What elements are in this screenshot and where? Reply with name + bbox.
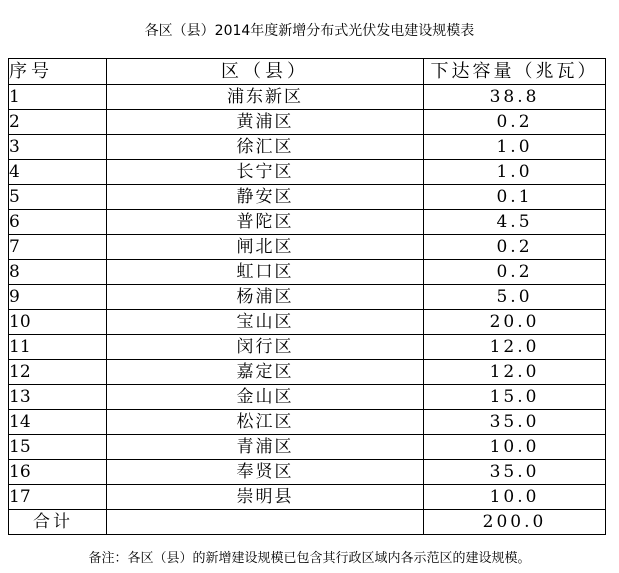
row-index: 2 bbox=[9, 110, 107, 135]
row-district: 奉贤区 bbox=[107, 460, 424, 485]
row-index: 16 bbox=[9, 460, 107, 485]
row-index: 17 bbox=[9, 485, 107, 510]
row-district: 松江区 bbox=[107, 410, 424, 435]
row-index: 3 bbox=[9, 135, 107, 160]
row-capacity: 10.0 bbox=[424, 485, 606, 510]
table-row bbox=[9, 160, 606, 185]
table-row bbox=[9, 285, 606, 310]
table-row bbox=[9, 210, 606, 235]
total-capacity: 200.0 bbox=[424, 510, 606, 535]
row-district: 金山区 bbox=[107, 385, 424, 410]
table-header-row bbox=[9, 59, 606, 85]
table-row bbox=[9, 135, 606, 160]
table-row bbox=[9, 385, 606, 410]
row-index: 10 bbox=[9, 310, 107, 335]
row-index: 12 bbox=[9, 360, 107, 385]
page-title: 各区（县）2014年度新增分布式光伏发电建设规模表 bbox=[144, 23, 475, 39]
row-index: 8 bbox=[9, 260, 107, 285]
table-row bbox=[9, 410, 606, 435]
table-row bbox=[9, 110, 606, 135]
row-index: 5 bbox=[9, 185, 107, 210]
row-district: 青浦区 bbox=[107, 435, 424, 460]
row-capacity: 12.0 bbox=[424, 335, 606, 360]
total-district bbox=[107, 510, 424, 535]
row-district: 杨浦区 bbox=[107, 285, 424, 310]
row-capacity: 0.2 bbox=[424, 110, 606, 135]
row-district: 黄浦区 bbox=[107, 110, 424, 135]
row-index: 9 bbox=[9, 285, 107, 310]
total-label: 合计 bbox=[9, 510, 107, 535]
row-capacity: 10.0 bbox=[424, 435, 606, 460]
row-capacity: 20.0 bbox=[424, 310, 606, 335]
table-row bbox=[9, 260, 606, 285]
row-index: 4 bbox=[9, 160, 107, 185]
row-district: 长宁区 bbox=[107, 160, 424, 185]
row-index: 14 bbox=[9, 410, 107, 435]
table-row bbox=[9, 310, 606, 335]
table-row bbox=[9, 335, 606, 360]
row-capacity: 0.1 bbox=[424, 185, 606, 210]
row-district: 嘉定区 bbox=[107, 360, 424, 385]
header-capacity: 下达容量（兆瓦） bbox=[424, 59, 606, 85]
table-row bbox=[9, 485, 606, 510]
row-district: 闵行区 bbox=[107, 335, 424, 360]
row-capacity: 1.0 bbox=[424, 160, 606, 185]
row-index: 7 bbox=[9, 235, 107, 260]
row-capacity: 35.0 bbox=[424, 410, 606, 435]
row-district: 静安区 bbox=[107, 185, 424, 210]
row-capacity: 5.0 bbox=[424, 285, 606, 310]
header-district: 区（县） bbox=[107, 59, 424, 85]
capacity-table bbox=[8, 58, 606, 535]
table-row bbox=[9, 85, 606, 110]
row-capacity: 1.0 bbox=[424, 135, 606, 160]
row-capacity: 0.2 bbox=[424, 260, 606, 285]
row-capacity: 38.8 bbox=[424, 85, 606, 110]
table-row bbox=[9, 185, 606, 210]
row-capacity: 0.2 bbox=[424, 235, 606, 260]
footnote: 备注：各区（县）的新增建设规模已包含其行政区域内各示范区的建设规模。 bbox=[88, 551, 531, 566]
row-district: 闸北区 bbox=[107, 235, 424, 260]
row-capacity: 15.0 bbox=[424, 385, 606, 410]
row-district: 徐汇区 bbox=[107, 135, 424, 160]
total-row bbox=[9, 510, 606, 535]
table-row bbox=[9, 235, 606, 260]
table-row bbox=[9, 460, 606, 485]
row-capacity: 12.0 bbox=[424, 360, 606, 385]
row-index: 13 bbox=[9, 385, 107, 410]
row-district: 崇明县 bbox=[107, 485, 424, 510]
row-index: 11 bbox=[9, 335, 107, 360]
row-district: 虹口区 bbox=[107, 260, 424, 285]
row-capacity: 35.0 bbox=[424, 460, 606, 485]
row-index: 6 bbox=[9, 210, 107, 235]
row-capacity: 4.5 bbox=[424, 210, 606, 235]
table-row bbox=[9, 360, 606, 385]
row-district: 普陀区 bbox=[107, 210, 424, 235]
row-index: 1 bbox=[9, 85, 107, 110]
row-index: 15 bbox=[9, 435, 107, 460]
header-index: 序号 bbox=[9, 59, 107, 85]
table-row bbox=[9, 435, 606, 460]
row-district: 浦东新区 bbox=[107, 85, 424, 110]
row-district: 宝山区 bbox=[107, 310, 424, 335]
